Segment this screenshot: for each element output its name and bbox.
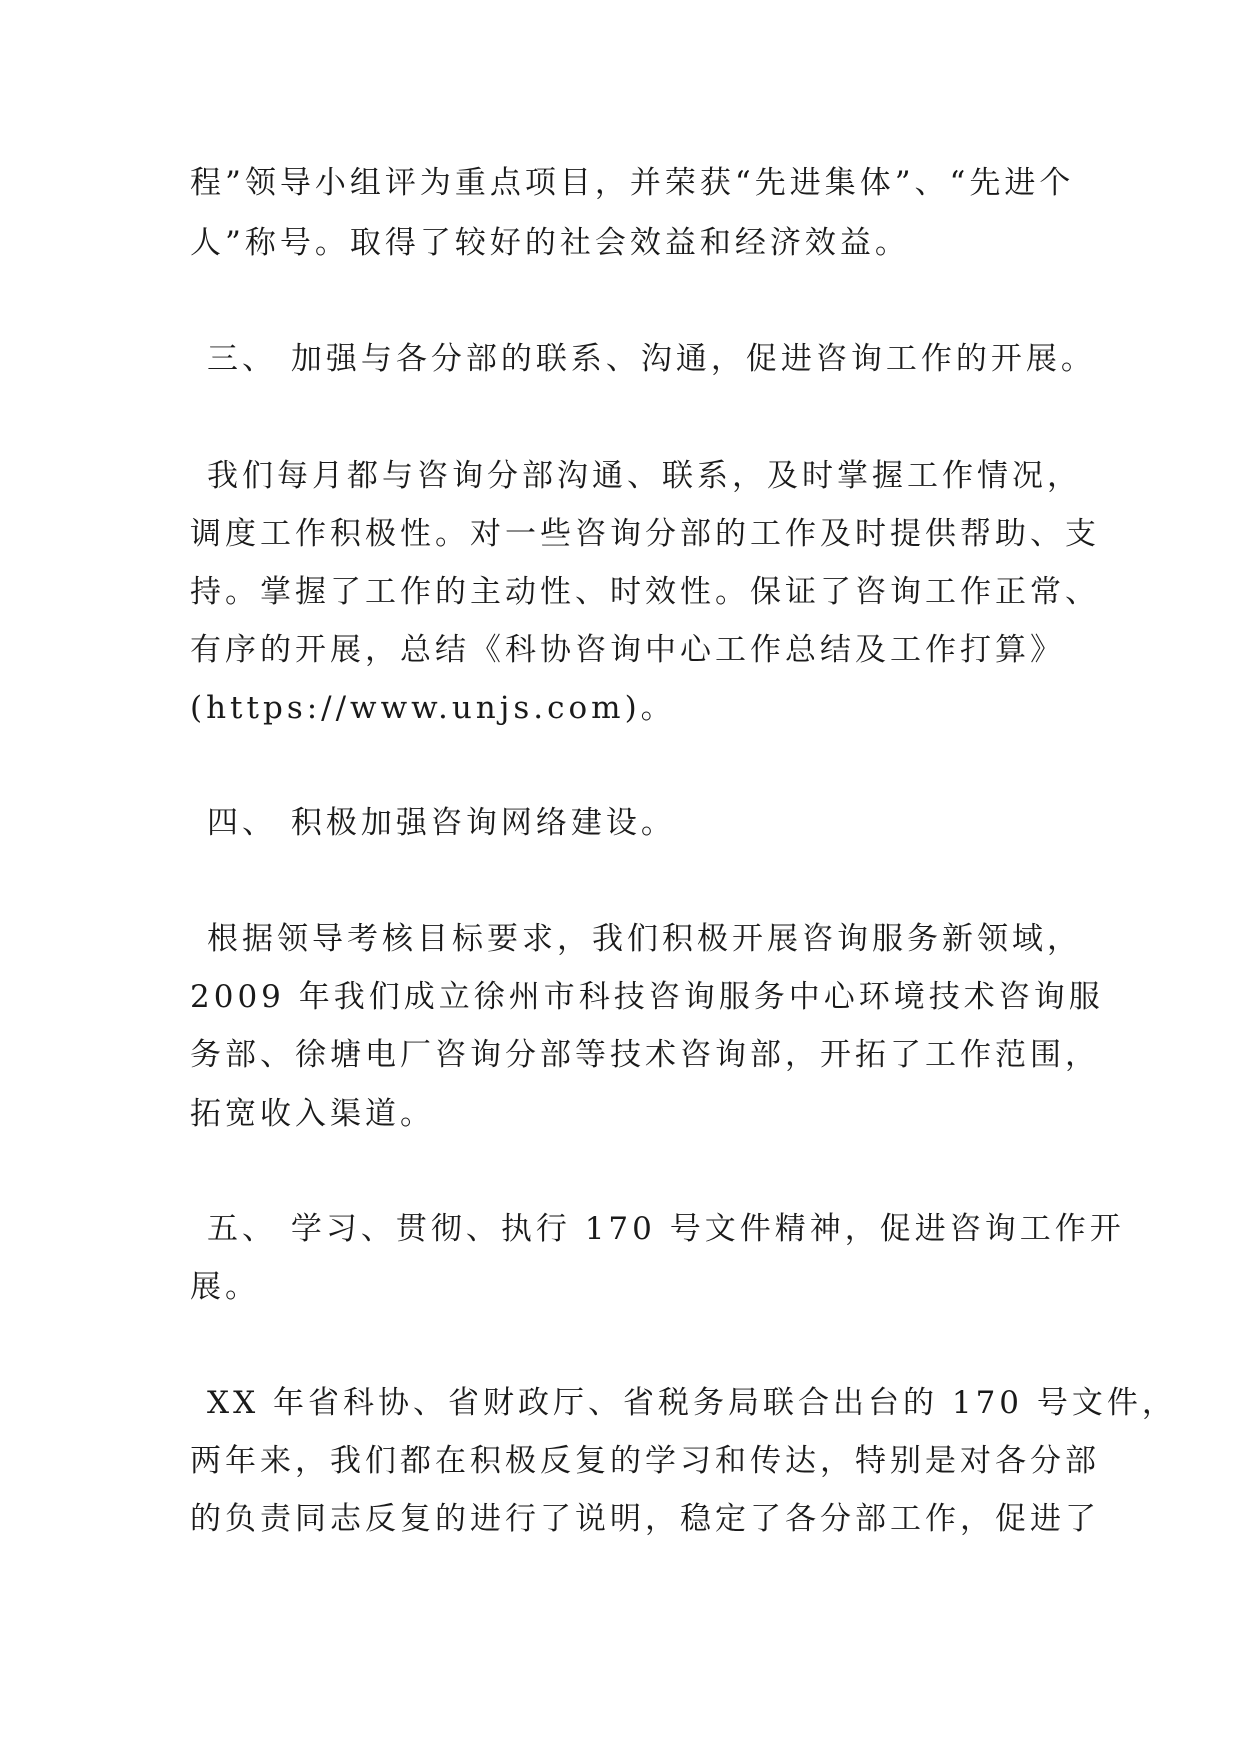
text-line: 人”称号。取得了较好的社会效益和经济效益。 [190,225,910,261]
section-heading-5-cont: 展。 [190,1269,260,1305]
text-line: 务部、徐塘电厂咨询分部等技术咨询部，开拓了工作范围， [190,1037,1100,1073]
text-line: 持。掌握了工作的主动性、时效性。保证了咨询工作正常、 [190,574,1100,610]
source-link: (https://www.unjs.com)。 [190,690,676,726]
text-line: 根据领导考核目标要求，我们积极开展咨询服务新领域， [207,921,1082,957]
text-line: 程”领导小组评为重点项目，并荣获“先进集体”、“先进个 [190,165,1075,201]
text-line: 两年来，我们都在积极反复的学习和传达，特别是对各分部 [190,1443,1100,1479]
text-line: XX 年省科协、省财政厅、省税务局联合出台的 170 号文件， [207,1385,1177,1421]
section-heading-5: 五、 学习、贯彻、执行 170 号文件精神，促进咨询工作开 [207,1211,1125,1247]
text-line: 拓宽收入渠道。 [190,1096,435,1132]
section-heading-4: 四、 积极加强咨询网络建设。 [207,805,676,841]
text-line: 我们每月都与咨询分部沟通、联系，及时掌握工作情况， [207,458,1082,494]
section-heading-3: 三、 加强与各分部的联系、沟通，促进咨询工作的开展。 [207,341,1096,377]
text-line: 调度工作积极性。对一些咨询分部的工作及时提供帮助、支 [190,516,1100,552]
text-line: 有序的开展，总结《科协咨询中心工作总结及工作打算》 [190,632,1065,668]
text-line: 2009 年我们成立徐州市科技咨询服务中心环境技术咨询服 [190,979,1104,1015]
text-line: 的负责同志反复的进行了说明，稳定了各分部工作，促进了 [190,1501,1100,1537]
